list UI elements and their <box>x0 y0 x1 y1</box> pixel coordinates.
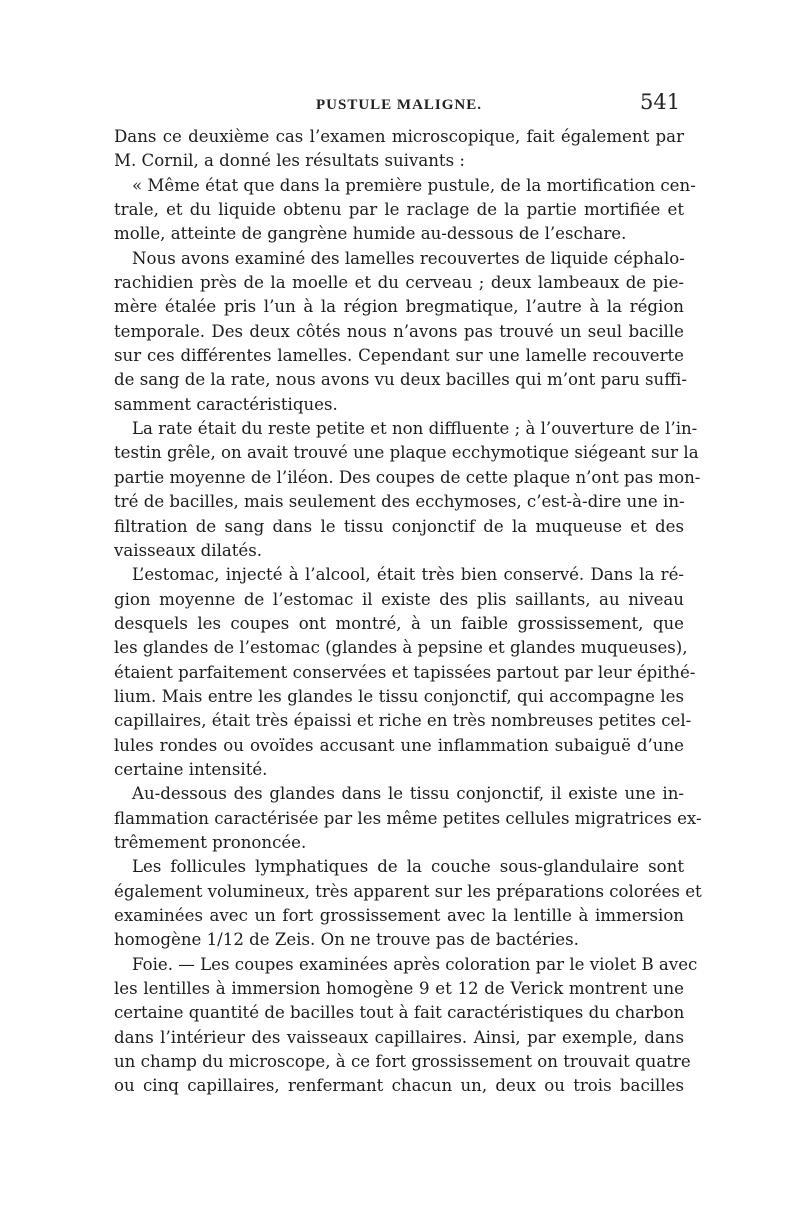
running-title: PUSTULE MALIGNE. <box>316 97 483 113</box>
text-line: L’estomac, injecté à l’alcool, était très bien conservé. Dans la ré- <box>132 565 684 585</box>
text-line: partie moyenne de l’iléon. Des coupes de cette plaque n’ont pas mon- <box>114 467 701 487</box>
text-line: Au-dessous des glandes dans le tissu conjonctif, il existe une in- <box>132 784 684 804</box>
text-line: Foie. — Les coupes examinées après coloration par le violet B avec <box>132 954 698 974</box>
text-line: mère étalée pris l’un à la région bregmatique, l’autre à la région <box>114 297 684 317</box>
text-line: Dans ce deuxième cas l’examen microscopique, fait également par <box>114 127 684 146</box>
text-line: tré de bacilles, mais seulement des ecchymoses, c’est-à-dire une in- <box>114 492 685 512</box>
body-text <box>114 125 702 1099</box>
text-line: examinées avec un fort grossissement avec la lentille à immersion <box>114 906 684 925</box>
text-line: capillaires, était très épaissi et riche en très nombreuses petites cel- <box>114 711 692 731</box>
text-line: samment caractéristiques. <box>114 394 338 414</box>
text-line: desquels les coupes ont montré, à un faible grossissement, que <box>114 613 684 633</box>
text-line: un champ du microscope, à ce fort grossissement on trouvait quatre <box>114 1052 691 1072</box>
text-line: certaine quantité de bacilles tout à fait caractéristiques du charbon <box>114 1003 685 1023</box>
text-line: ou cinq capillaires, renfermant chacun un, deux ou trois bacilles <box>114 1076 684 1096</box>
text-line: « Même état que dans la première pustule, de la mortification cen- <box>132 175 696 195</box>
text-line: Les follicules lymphatiques de la couche sous-glandulaire sont <box>132 857 684 877</box>
text-line: de sang de la rate, nous avons vu deux bacilles qui m’ont paru suffi- <box>114 370 687 390</box>
text-line: certaine intensité. <box>114 759 268 779</box>
text-line: lium. Mais entre les glandes le tissu conjonctif, qui accompagne les <box>114 686 684 706</box>
text-line: trêmement prononcée. <box>114 832 307 852</box>
text-line: filtration de sang dans le tissu conjonctif de la muqueuse et des <box>114 516 684 536</box>
text-line: les lentilles à immersion homogène 9 et 12 de Verick montrent une <box>114 979 684 999</box>
text-line: étaient parfaitement conservées et tapissées partout par leur épithé- <box>114 662 696 682</box>
text-line: lules rondes ou ovoïdes accusant une inflammation subaiguë d’une <box>114 735 684 755</box>
text-line: les glandes de l’estomac (glandes à pepsine et glandes muqueuses), <box>114 638 688 658</box>
text-line: temporale. Des deux côtés nous n’avons pas trouvé un seul bacille <box>114 321 684 341</box>
page-number: 541 <box>640 90 681 114</box>
text-line: sur ces différentes lamelles. Cependant sur une lamelle recouverte <box>114 346 684 366</box>
text-line: rachidien près de la moelle et du cerveau ; deux lambeaux de pie- <box>114 273 684 293</box>
text-line: molle, atteinte de gangrène humide au-dessous de l’eschare. <box>114 224 627 244</box>
text-line: homogène 1/12 de Zeis. On ne trouve pas de bactéries. <box>114 930 579 950</box>
text-line: M. Cornil, a donné les résultats suivants : <box>114 151 465 171</box>
text-line: Nous avons examiné des lamelles recouvertes de liquide céphalo- <box>132 248 685 268</box>
text-line: dans l’intérieur des vaisseaux capillaires. Ainsi, par exemple, dans <box>114 1027 684 1047</box>
text-line: trale, et du liquide obtenu par le raclage de la partie mortifiée et <box>114 200 684 220</box>
text-line: La rate était du reste petite et non diffluente ; à l’ouverture de l’in- <box>132 419 698 439</box>
text-line: vaisseaux dilatés. <box>114 540 263 560</box>
text-line: testin grêle, on avait trouvé une plaque ecchymotique siégeant sur la <box>114 443 699 463</box>
text-line: gion moyenne de l’estomac il existe des plis saillants, au niveau <box>114 589 684 609</box>
text-line: flammation caractérisée par les même petites cellules migratrices ex- <box>114 808 702 828</box>
text-line: également volumineux, très apparent sur les préparations colorées et <box>114 881 702 901</box>
